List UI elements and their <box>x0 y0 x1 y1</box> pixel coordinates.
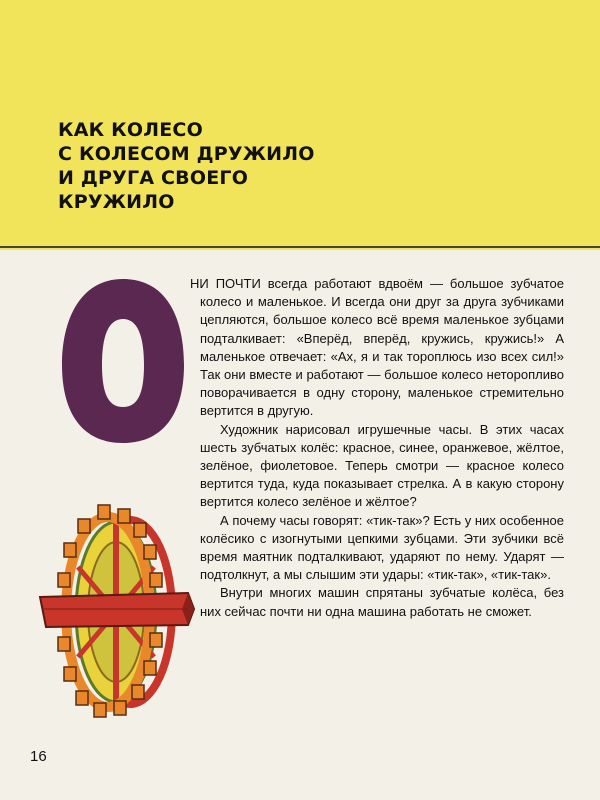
paragraph-4: Внутри многих машин спрятаны зубчатые колёса, без них сейчас почти ни одна машина работать не сможет. <box>200 585 564 619</box>
title-line-3: И ДРУГА СВОЕГО <box>58 167 249 189</box>
paragraph-1: НИ ПОЧТИ всегда работают вдвоём — большое зубчатое колесо и маленькое. И всегда они друг за друга зубчиками цепляются, большое колесо всё время маленькое зубцами подталкивает: «Вперёд, вперёд, кружись, кружись!» А маленькое отвечает: «Ах, я и так тороплюсь изо всех сил!» Так они вместе и работают — большое колесо неторопливо поворачивается в одну сторону, маленькое стремительно вертится в другую. <box>190 276 564 419</box>
paragraph-2: Художник нарисовал игрушечные часы. В этих часах шесть зубчатых колёс: красное, синее, оранжевое, жёлтое, зелёное, фиолетовое. Теперь смотри — красное колесо вертится туда, куда показывает стрелка. А в какую сторону вертится колесо зелёное и жёлтое? <box>200 421 564 510</box>
divider-line <box>0 246 600 248</box>
title-line-1: КАК КОЛЕСО <box>58 119 203 141</box>
body-text <box>190 275 564 621</box>
wheel-illustration <box>38 497 198 727</box>
title-line-4: КРУЖИЛО <box>58 191 175 213</box>
paragraph-3: А почему часы говорят: «тик-так»? Есть у них особенное колёсико с изогнутыми цепкими зубцами. Эти зубчики всё время маятник подталкивают, ударяют по нему. Ударят — подтолкнут, а мы слышим эти удары: «тик-так», «тик-так». <box>200 512 564 583</box>
page-title <box>58 118 315 214</box>
page-number: 16 <box>30 748 47 765</box>
dropcap-letter <box>58 275 188 447</box>
title-line-2: С КОЛЕСОМ ДРУЖИЛО <box>58 143 315 165</box>
